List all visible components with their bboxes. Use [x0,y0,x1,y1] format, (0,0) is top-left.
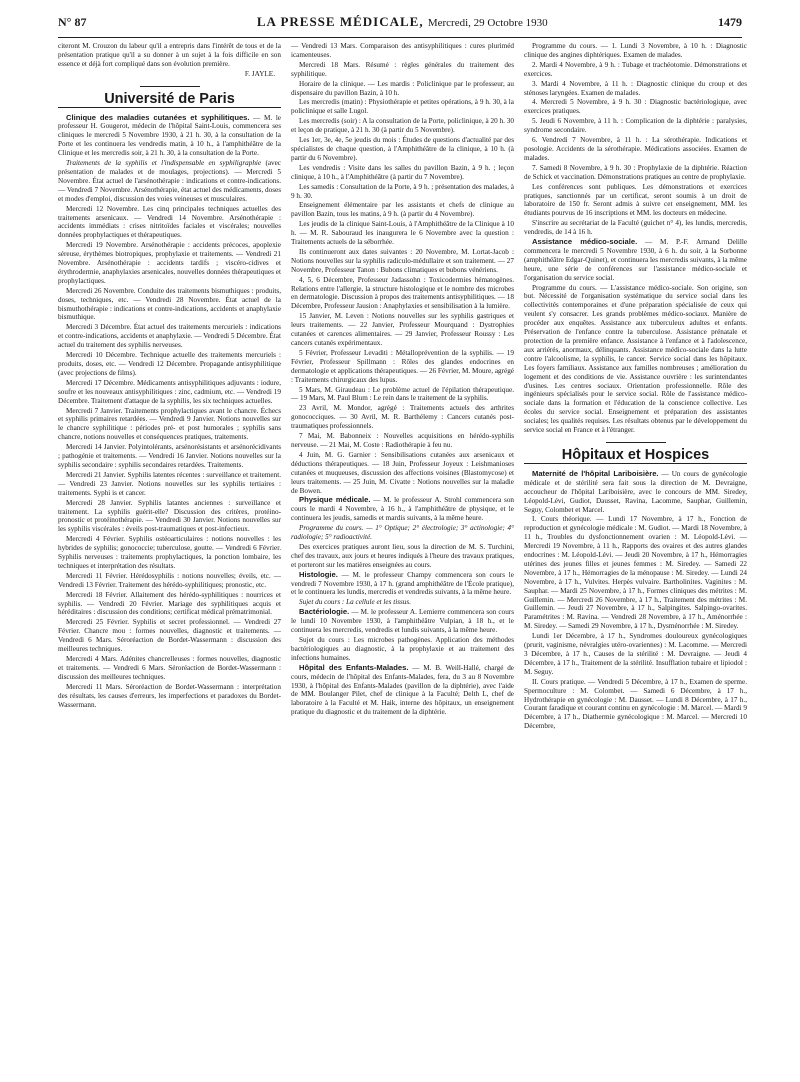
list-item: II. Cours pratique. — Vendredi 5 Décembre, à 17 h., Examen de sperme. Spermoculture : M. Colombet. — Samedi 6 Décembre, à 17 h., Hydrothérapie en gynécologie : M. Dausset. — Lundi 8 Décembre, à 17 h., Courant faradique et courant continu en gynécologie : M. Marcel. — Mardi 9 Décembre, à 17 h., Diathermie gynécologique : M. Marcel. — Mercredi 10 Décembre, [524,677,747,731]
list-item: Mercredi 17 Décembre. Médicaments antisyphilitiques adjuvants : iodure, soufre et les nouveaux antisyphilitiques : zinc, cadmium, etc. — Vendredi 19 Décembre. Traitement d'attaque de la syphilis, les six techniques actuelles. [58,378,281,405]
histologie-subject: Sujet du cours : La cellule et les tissus. [299,598,411,607]
physique-text: — M. le professeur A. Strohl commencera son cours le mardi 4 Novembre, à 16 h., à l'amphithéâtre de physique, et le continuera les jeudis, samedis et mardis suivants, à la même heure. [291,496,514,523]
list-item: Ils continueront aux dates suivantes : 20 Novembre, M. Lortat-Jacob : Notions nouvelles sur la syphilis radiculo-médullaire et son traitement. — 27 Novembre, Professeur Tanon : Bubons climatiques et bubons vénériens. [291,247,514,274]
list-item: Enseignement élémentaire par les assistants et chefs de clinique au pavillon Bazin, tous les matins, à 9 h. (à partir du 4 Novembre). [291,201,514,219]
section-title-universite: Université de Paris [104,90,235,107]
traitements-paragraph [58,159,281,204]
clinique-paragraph [58,114,281,159]
issue-date: Mercredi, 29 Octobre 1930 [427,17,548,29]
enfants-heading: Hôpital des Enfants-Malades. [299,662,409,672]
list-item: 7. Samedi 8 Novembre, à 9 h. 30 : Prophylaxie de la diphtérie. Réaction de Schick et vaccination. Démonstrations pratiques au centre de prophylaxie. [524,163,747,181]
assist-program: Programme du cours. — L'assistance médico-sociale. Son origine, son but. Nécessité de l'organisation systématique du service social dans les collectivités contemporaines et d'une préparation spécialisée de ceux qui veulent s'y consacrer. Les grands problèmes médico-sociaux. Manière de procéder aux enquêtes. Assistance aux tuberculeux adultes et enfants. Préservation de l'enfance contre la tuberculose. Assistance prénatale et protection de la première enfance. Assistance à l'enfance et à l'adolescence, aux arriérés, anormaux, délinquants. Assistance médico-sociale dans la lutte contre l'alcoolisme, la syphilis, le cancer. Service social dans les hôpitaux. Les foyers familiaux. Assistance aux familles nombreuses ; amélioration du logement et des conditions de vie. Assistance ouvrière : les surintendantes d'usines. Les centres sociaux. Orientation professionnelle. Rôle des ingénieurs spécialisés pour le service social. Rôle de l'assistance médico-sociale dans la formation et l'éducation de la conscience collective. Les écoles du service social. Enseignement et préparation des assistantes sociales; les qualités requises. Les résultats obtenus par le développement du service social en France et à l'étranger. [524,283,747,435]
traitements-title: Traitements de la syphilis et l'indispensable en syphiligraphie [66,159,262,168]
enfants-text: — M. B. Weill-Hallé, chargé de cours, médecin de l'hôpital des Enfants-Malades, fera, du 3 au 8 Novembre 1930, à l'hôpital des Enfants-Malades (pavillon de la diphtérie), avec l'aide de MM. Boulanger Pilet, chef de clinique à la Faculté; Delth L, chef de laboratoire à la Faculté et M. Haik, interne des hôpitaux, un enseignement pratique du diagnostic et du traitement de la diphtérie. [291,663,514,717]
list-item: Lundi 1er Décembre, à 17 h., Syndromes douloureux gynécologiques (prurit, vaginisme, névralgies utéro-ovariennes) : M. Lacomme. — Mercredi 3 Décembre, à 17 h., Causes de la stérilité : M. Devraigne. — Jeudi 4 Décembre, à 17 h., Traitement de la stérilité. Insufflation tubaire et lipiodol : M. Seguy. [524,632,747,676]
list-item: 15 Janvier, M. Leven : Notions nouvelles sur les syphilis gastriques et leurs traitements. — 22 Janvier, Professeur Mourquand : Dystrophies cutanées et carences alimentaires. — 29 Janvier, Professeur Roussy : Les cancers cutanés expérimentaux. [291,312,514,347]
list-item: Les vendredis : Visite dans les salles du pavillon Bazin, à 9 h. ; leçon clinique, à 10 h., à l'Amphithéâtre (à partir du 7 Novembre). [291,163,514,181]
physique-program: Programme du cours. — 1° Optique; 2° électrologie; 3° actinologie; 4° radiologie; 5° radioactivité. [291,524,514,542]
list-item: Les mercredis (soir) : A la consultation de la Porte, policlinique, à 20 h. 30 et leçon de pratique, à 21 h. 30 (à partir du 5 Novembre). [291,117,514,135]
list-item: 4, 5, 6 Décembre, Professeur Jadassohn : Toxicodermies hématogènes. Relations entre l'allergie, la structure histologique et le nombre des microbes en dermatologie. Discussion à propos des traitements antisyphilitiques. — 18 Décembre, Professeur Jausion : Anaphylaxies et sensibilisation à la lumière. [291,275,514,311]
list-item: 2. Mardi 4 Novembre, à 9 h. : Tubage et trachéotomie. Démonstrations et exercices. [524,60,747,78]
list-item: Les mercredis (matin) : Physiothérapie et petites opérations, à 9 h. 30, à la policlinique et salle Lugol. [291,98,514,116]
column-right [524,42,747,1072]
clinique-text: — M. le professeur H. Gougerot, médecin de l'hôpital Saint-Louis, commencera ses cliniques le mercredi 5 Novembre 1930, à 21 h. 30, à la consultation de la Porte et les continuera les vendredis matin, à 10 h., à l'amphithéâtre de la Clinique et les mercredis soir, à 21 h. 30, à la consultation de la Porte. [58,113,281,158]
list-item: Mercredi 25 Février. Syphilis et secret professionnel. — Vendredi 27 Février. Chancre mou : formes nouvelles, diagnostic et traitements. — Vendredi 6 Mars. Séroréaction de Bordet-Wassermann : discussion des meilleures techniques. [58,618,281,654]
column-left [58,42,281,1072]
list-item: 23 Avril, M. Mondor, agrégé : Traitements actuels des arthrites gonococciques. — 30 Avril, M. R. Barthélemy : Cancers cutanés post-traumatiques professionnels. [291,404,514,431]
journal-title [257,14,548,30]
list-item: Les conférences sont publiques. Les démonstrations et exercices pratiques, sanctionnés par un certificat, seront soumis à un droit de laboratoire de 150 fr. Seront admis à suivre cet enseignement, MM. les étudiants pourvus de 16 inscriptions et MM. les docteurs en médecine. [524,182,747,218]
bacterio-text: — M. le professeur A. Lemierre commencera son cours le lundi 10 Novembre 1930, à l'amphithéâtre Vulpian, à 18 h., et le continuera les mercredis, vendredis et lundis suivants, à la même heure. [291,608,514,635]
list-item: Mercredi 7 Janvier. Traitements prophylactiques avant le chancre. Échecs et syphilis primaires retardées. — Vendredi 9 Janvier. Notions nouvelles sur le chancre syphilitique : périodes pré- et post humorales ; syphilis sans chancre, notions nouvelles et conséquences pratiques, traitements. [58,406,281,442]
list-item: 5. Jeudi 6 Novembre, à 11 h. : Complication de la diphtérie : paralysies, syndrome secondaire. [524,117,747,135]
column-middle [291,42,514,1072]
list-item: Horaire de la clinique. — Les mardis : Policlinique par le professeur, au dispensaire du pavillon Bazin, à 10 h. [291,79,514,97]
list-item: — Vendredi 13 Mars. Comparaison des antisyphilitiques : cures pluriméd​icamenteuses. [291,42,514,59]
list-item: 7 Mai, M. Babonneix : Nouvelles acquisitions en hérédo-syphilis nerveuse. — 21 Mai, M. Coste : Radiothérapie à feu nu. [291,432,514,449]
list-item: S'inscrire au secrétariat de la Faculté (guichet n° 4), les lundis, mercredis, vendredis, de 14 à 16 h. [524,219,747,237]
list-item: 3. Mardi 4 Novembre, à 11 h. : Diagnostic clinique du croup et des sténoses laryngées. Examen de malades. [524,79,747,97]
list-item: I. Cours théorique. — Lundi 17 Novembre, à 17 h., Fonction de reproduction et gynécologie médicale : M. Gudiot. — Mardi 18 Novembre, à 11 h., Troubles du dysfonctionnement ovarien : M. Léopold-Lévi. — Mercredi 19 Novembre, à 11 h., Rapports des ovaires et des autres glandes endocrines : M. Léopold-Lévi. — Jeudi 20 Novembre, à 17 h., Hémorragies utérines des jeunes filles et jeunes femmes : M. Siredey. — Samedi 22 Novembre, à 17 h., Hémorragies de la ménopause : M. Siredey. — Lundi 24 Novembre, à 17 h., Vulvites. Herpès vulvaire. Bartholinites. Vaginites : M. Sauphar. — Mardi 25 Novembre, à 17 h., Formes cliniques des métrites : M. Guillemin. — Mercredi 26 Novembre, à 17 h., Traitement des métrites : M. Guillemin. — Jeudi 27 Novembre, à 17 h., Salpingites. Salpingo-ovarites. Paramétrites : M. Ravina. — Vendredi 28 Novembre, à 17 h., Aménorrhée : M. Siredey. — Samedi 29 Novembre, à 17 h., Dysménorrhée : M. Siredey. [524,515,747,631]
list-item: Programme du cours. — 1. Lundi 3 Novembre, à 10 h. : Diagnostic clinique des angines diphtériques. Examen de malades. [524,42,747,59]
histologie-paragraph [291,571,514,598]
list-item: 4 Juin, M. G. Garnier : Sensibilisations cutanées aux arsenicaux et déductions thérapeutiques. — 18 Juin, Professeur Joyeux : Leishmanioses cutanées et muqueuses, discussion des affections voisines (Blastomycose) et leurs traitements. — 25 Juin, M. Civatte : Notions nouvelles sur la maladie de Bowen. [291,450,514,495]
list-item: 4. Mercredi 5 Novembre, à 9 h. 30 : Diagnostic bactériologique, avec exercices pratiques. [524,98,747,116]
list-item: 6. Vendredi 7 Novembre, à 11 h. : La sérothérapie. Indications et posologie. Accidents de la sérothérapie. Médications associées. Examen de malades. [524,136,747,162]
section-rule [524,463,747,464]
enfants-paragraph [291,664,514,717]
list-item: Les 1er, 3e, 4e, 5e jeudis du mois : Études de questions d'actualité par des spécialistes de chaque question, à l'Amphithéâtre de la clinique, à 10 h. (à partir du 6 Novembre). [291,136,514,162]
assist-text: — M. P.-F. Armand Delille commencera le mercredi 5 Novembre 1930, à 6 h. du soir, à la Sorbonne (amphithéâtre Edgar-Quinet), et continuera les mercredis suivants, à la même heure, une série de conférences sur l'assistance médico-sociale et l'organisation du service social. [524,238,747,282]
list-item: Mercredi 14 Janvier. Polyintolérants, arsénorésistants et arsénorécidivants ; pathogénie et traitements. — Vendredi 16 Janvier. Notions nouvelles sur la syphilis secondaire : syphilis secondaires retardées. Traitements. [58,443,281,469]
list-item: Mercredi 4 Mars. Adénites chancrelleuses : formes nouvelles, diagnostic et traitements. — Vendredi 6 Mars. Séroréaction de Bordet-Wassermann : discussion des meilleures techniques. [58,655,281,681]
bacterio-heading: Bactériologie. [299,607,350,617]
clinique-heading: Clinique des maladies cutanées et syphilitiques. [66,112,250,122]
list-item: Mercredi 21 Janvier. Syphilis latentes récentes : surveillance et traitement. — Vendredi 23 Janvier. Notions nouvelles sur les syphilis tertiaires : traitements. Syphi is et cancer. [58,470,281,497]
list-item: Les jeudis de la clinique Saint-Louis, à l'Amphithéâtre de la Clinique à 10 h. — M. R. Sabouraud les inaugurera le 6 Novembre avec la question : Traitements actuels de la séborrhée. [291,220,514,247]
separator [140,86,200,87]
list-item: Les samedis : Consultation de la Porte, à 9 h. ; présentation des malades, à 9 h. 30. [291,182,514,200]
separator [606,442,666,443]
list-item: Mercredi 12 Novembre. Les cinq principales techniques actuelles des traitements arsenicaux. — Vendredi 14 Novembre. Arsénothérapie : accidents immédiats : crises nitritoïdes faciales et viscérales; nouvelles données prophylactiques et thérapeutiques. [58,204,281,240]
physique-exercises: Des exercices pratiques auront lieu, sous la direction de M. S. Turchini, chef des travaux, aux jours et heures indiqués à l'heure des travaux pratiques, et porteront sur les matières enseignées au cours. [291,542,514,569]
list-item: Mercredi 18 Mars. Résumé : règles générales du traitement des syphilitique. [291,60,514,78]
assist-heading: Assistance médico-sociale. [532,237,638,247]
list-item: 5 Mars, M. Giraudeau : Le problème actuel de l'épilation thérapeutique. — 19 Mars, M. Paul Blum : Le rein dans le traitement de la syphilis. [291,385,514,403]
histologie-text: — M. le professeur Champy commencera son cours le vendredi 7 Novembre 1930, à 17 h. (grand amphithéâtre de l'École pratique), et le continuera les lundis, mercredis et vendredis suivants, à la même heure. [291,570,514,597]
maternite-heading: Maternité de l'hôpital Lariboisière. [532,468,659,478]
issue-number: N° 87 [58,14,87,29]
physique-paragraph [291,496,514,523]
bacterio-subject: Sujet du cours : Les microbes pathogènes. Application des méthodes bactériologiques au diagnostic, à la prophylaxie et au traitement des infections humaines. [291,636,514,662]
list-item: Mercredi 3 Décembre. État actuel des traitements mercuriels : indications et contre-indications, accidents et anaphylaxie. — Vendredi 5 Décembre. État actuel du traitement des syphilis nerveuses. [58,323,281,350]
list-item: Mercredi 18 Février. Allaitement des hérédo-syphilitiques : nourrices et syphilis. — Vendredi 20 Février. Mariage des syphilitiques acquis et héréditaires : discussion des conditions; certificat médical prématrimonial. [58,590,281,617]
section-rule [58,107,281,108]
assist-paragraph [524,238,747,283]
journal-name: LA PRESSE MÉDICALE, [256,14,424,29]
list-item: Mercredi 19 Novembre. Arsénothérapie : accidents précoces, apoplexie séreuse, érythèmes biotropiques, prophylaxie et traitements. — Vendredi 21 Novembre. Arsénothérapie : accidents tardifs ; viscéro-cidives et érythrodermie, anaphylaxies arsenicales, nouvelles données thérapeutiques et prophylactiques. [58,241,281,285]
list-item: Mercredi 28 Janvier. Syphilis latantes anciennes : surveillance et traitement. La syphilis guérit-elle? Discussion des critères, protéino-pronostic et protéinothérapie. — Vendredi 30 Janvier. Notions nouvelles sur les syphilis viscérales : éveils post-traumatiques et post-infectieux. [58,498,281,534]
histologie-heading: Histologie. [299,569,338,579]
section-title-hopitaux: Hôpitaux et Hospices [561,446,710,463]
list-item: Mercredi 26 Novembre. Conduite des traitements bismuthiques : produits, doses, techniques, etc. — Vendredi 28 Novembre. État actuel de la bismuthothérapie : indications et contre-indications, accidents et anaphylaxie bismuthique. [58,286,281,322]
maternite-paragraph [524,470,747,515]
article-columns [58,42,748,1072]
list-item: Mercredi 11 Mars. Séroréaction de Bordet-Wassermann : interprétation des résultats, les causes d'erreurs, les imperfections et paradoxes du Bordet-Wassermann. [58,682,281,709]
list-item: Mercredi 11 Février. Hérédosyphilis : notions nouvelles; éveils, etc. — Vendredi 13 Février. Traitement des hérédo-syphilitiques; pronostic, etc. [58,571,281,589]
maternite-text: — Un cours de gynécologie médicale et de stérilité sera fait sous la direction de M. Devraigne, accoucheur de l'hôpital Lariboisière, avec le concours de MM. Siredey, Léopold-Lévi, Gudiot, Dausset, Ravina, Lacomme, Sauphar, Guillemin, Seguy, Colombet et Marcel. [524,469,747,514]
traitements-text: (avec présentation de malades et de moulages, projections). — Mercredi 5 Novembre. État actuel de l'arsénothérapie : indications et contre-indications. — Vendredi 7 Novembre. Arsénothérapie, état actuel des médicaments, doses et modes d'emploi, discussion des voies veineuses et musculaires. [58,159,281,203]
intro-paragraph: citeront M. Crouzon du labeur qu'il a entrepris dans l'intérêt de tous et de la présentation pratique qu'il a su donner à un sujet à la fois difficile en son essence et déjà fort compliqué dans son évolution première. [58,42,281,68]
list-item: Mercredi 4 Février. Syphilis ostéoarticulaires : notions nouvelles : les hybrides de syphilis; gonococcie; tuberculose, goutte. — Vendredi 6 Février. Syphilis nerveuses : traitements prophylactiques, la ponction lombaire, les techniques et interprétation des résultats. [58,535,281,570]
list-item: Mercredi 10 Décembre. Technique actuelle des traitements mercuriels : produits, doses, etc. — Vendredi 12 Décembre. Propagande antisyphilitique (avec projections de films). [58,351,281,377]
physique-heading: Physique médicale. [299,495,371,505]
page-number: 1479 [717,14,742,29]
intro-signature: F. JAYLE. [244,69,275,78]
page-header [58,8,742,36]
bacterio-paragraph [291,608,514,635]
header-rule [58,37,742,38]
list-item: 5 Février, Professeur Levaditi : Métalloprévention de la syphilis. — 19 Février, Professeur Spillmann : Rôles des glandes endocrines en dermatologie et applications thérapeutiques. — 26 Février, M. Moure, agrégé : Traitements chirurgicaux des lupus. [291,348,514,384]
